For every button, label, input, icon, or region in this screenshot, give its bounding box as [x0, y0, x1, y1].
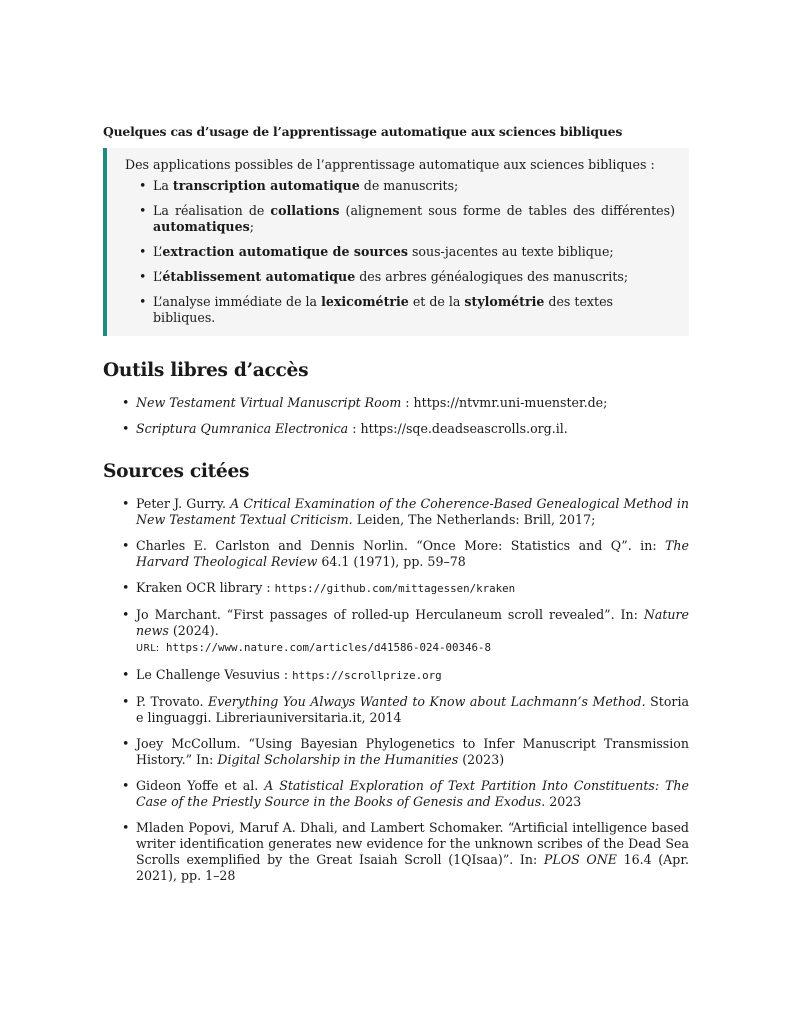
bold-term: établissement automatique — [162, 269, 356, 284]
tool-url[interactable]: https://ntvmr.uni-muenster.de; — [413, 395, 608, 410]
sources-heading: Sources citées — [103, 461, 250, 482]
source-url[interactable]: https://scrollprize.org — [292, 669, 442, 682]
bold-term: collations — [270, 203, 340, 218]
bullet-icon: • — [139, 269, 147, 284]
bold-term: stylométrie — [464, 294, 545, 309]
source-item: • Gideon Yoffe et al. A Statistical Exploration of Text Partition Into Constituents: The Case of the Priestly Source in the Books of Genesis and Exodus. 2023 — [122, 778, 689, 809]
bullet-icon: • — [122, 778, 130, 793]
bullet-icon: • — [122, 421, 130, 436]
use-case-list — [125, 178, 675, 326]
bullet-icon: • — [122, 694, 130, 709]
use-case-item: • La transcription automatique de manuscrits; — [139, 178, 459, 193]
source-item: • Joey McCollum. “Using Bayesian Phylogenetics to Infer Manuscript Transmission History.” In: Digital Scholarship in the Humanities (2023) — [122, 736, 689, 767]
source-url[interactable]: https://github.com/mittagessen/kraken — [274, 582, 516, 595]
tools-list — [103, 395, 689, 437]
source-item: • P. Trovato. Everything You Always Wanted to Know about Lachmann’s Method. Storia e linguaggi. Libreriauniversitaria.it, 2014 — [122, 694, 689, 725]
source-item: • Le Challenge Vesuvius : https://scrollprize.org — [122, 667, 442, 682]
bullet-icon: • — [122, 667, 130, 682]
bullet-icon: • — [122, 607, 130, 622]
bullet-icon: • — [139, 178, 147, 193]
sources-list — [103, 496, 689, 884]
bullet-icon: • — [122, 496, 130, 511]
source-item: • Mladen Popovi, Maruf A. Dhali, and Lambert Schomaker. “Artificial intelligence based writer identification generates new evidence for the unknown scribes of the Dead Sea Scrolls exemplified by the Great Isaiah Scroll (1QIsaa)”. In: PLOS ONE 16.4 (Apr. 2021), pp. 1–28 — [122, 820, 689, 883]
tool-name: Scriptura Qumranica Electronica — [136, 421, 349, 436]
callout-box — [103, 148, 689, 336]
tool-item: • New Testament Virtual Manuscript Room : https://ntvmr.uni-muenster.de; — [122, 395, 608, 410]
bold-term: lexicométrie — [321, 294, 409, 309]
callout-intro: Des applications possibles de l’apprentissage automatique aux sciences bibliques : — [125, 157, 655, 172]
source-item: • Kraken OCR library : https://github.com/mittagessen/kraken — [122, 580, 516, 595]
bullet-icon: • — [122, 580, 130, 595]
bold-term: transcription automatique — [172, 178, 360, 193]
url-label: URL: — [136, 643, 160, 654]
source-item: • Charles E. Carlston and Dennis Norlin. “Once More: Statistics and Q”. in: The Harvard Theological Review 64.1 (1971), pp. 59–78 — [122, 538, 689, 569]
callout-title: Quelques cas d’usage de l’apprentissage automatique aux sciences bibliques — [103, 124, 623, 139]
bullet-icon: • — [122, 736, 130, 751]
use-case-item: • L’analyse immédiate de la lexicométrie et de la stylométrie des textes bibliques. — [139, 294, 613, 325]
bold-term: automatiques — [153, 219, 250, 234]
tool-item: • Scriptura Qumranica Electronica : https://sqe.deadseascrolls.org.il. — [122, 421, 568, 436]
source-item: • Jo Marchant. “First passages of rolled-up Herculaneum scroll revealed”. In: Nature news (2024). URL: https://www.nature.com/articles/d41586-024-00346-8 — [122, 607, 689, 654]
use-case-item: • L’extraction automatique de sources sous-jacentes au texte biblique; — [139, 244, 614, 259]
bullet-icon: • — [139, 203, 147, 218]
source-url[interactable]: https://www.nature.com/articles/d41586-024-00346-8 — [159, 641, 491, 654]
bullet-icon: • — [122, 538, 130, 553]
document-page — [103, 124, 689, 894]
bullet-icon: • — [139, 294, 147, 309]
bold-term: extraction automatique de sources — [162, 244, 408, 259]
bullet-icon: • — [122, 395, 130, 410]
use-case-item: • L’établissement automatique des arbres généalogiques des manuscrits; — [139, 269, 629, 284]
tool-name: New Testament Virtual Manuscript Room — [136, 395, 402, 410]
tool-url[interactable]: https://sqe.deadseascrolls.org.il. — [360, 421, 568, 436]
bullet-icon: • — [139, 244, 147, 259]
bullet-icon: • — [122, 820, 130, 835]
source-item: • Peter J. Gurry. A Critical Examination of the Coherence-Based Genealogical Method in New Testament Textual Criticism. Leiden, The Netherlands: Brill, 2017; — [122, 496, 689, 527]
tools-heading: Outils libres d’accès — [103, 360, 309, 381]
use-case-item: • La réalisation de collations (alignement sous forme de tables des différentes) automatiques; — [139, 203, 676, 234]
